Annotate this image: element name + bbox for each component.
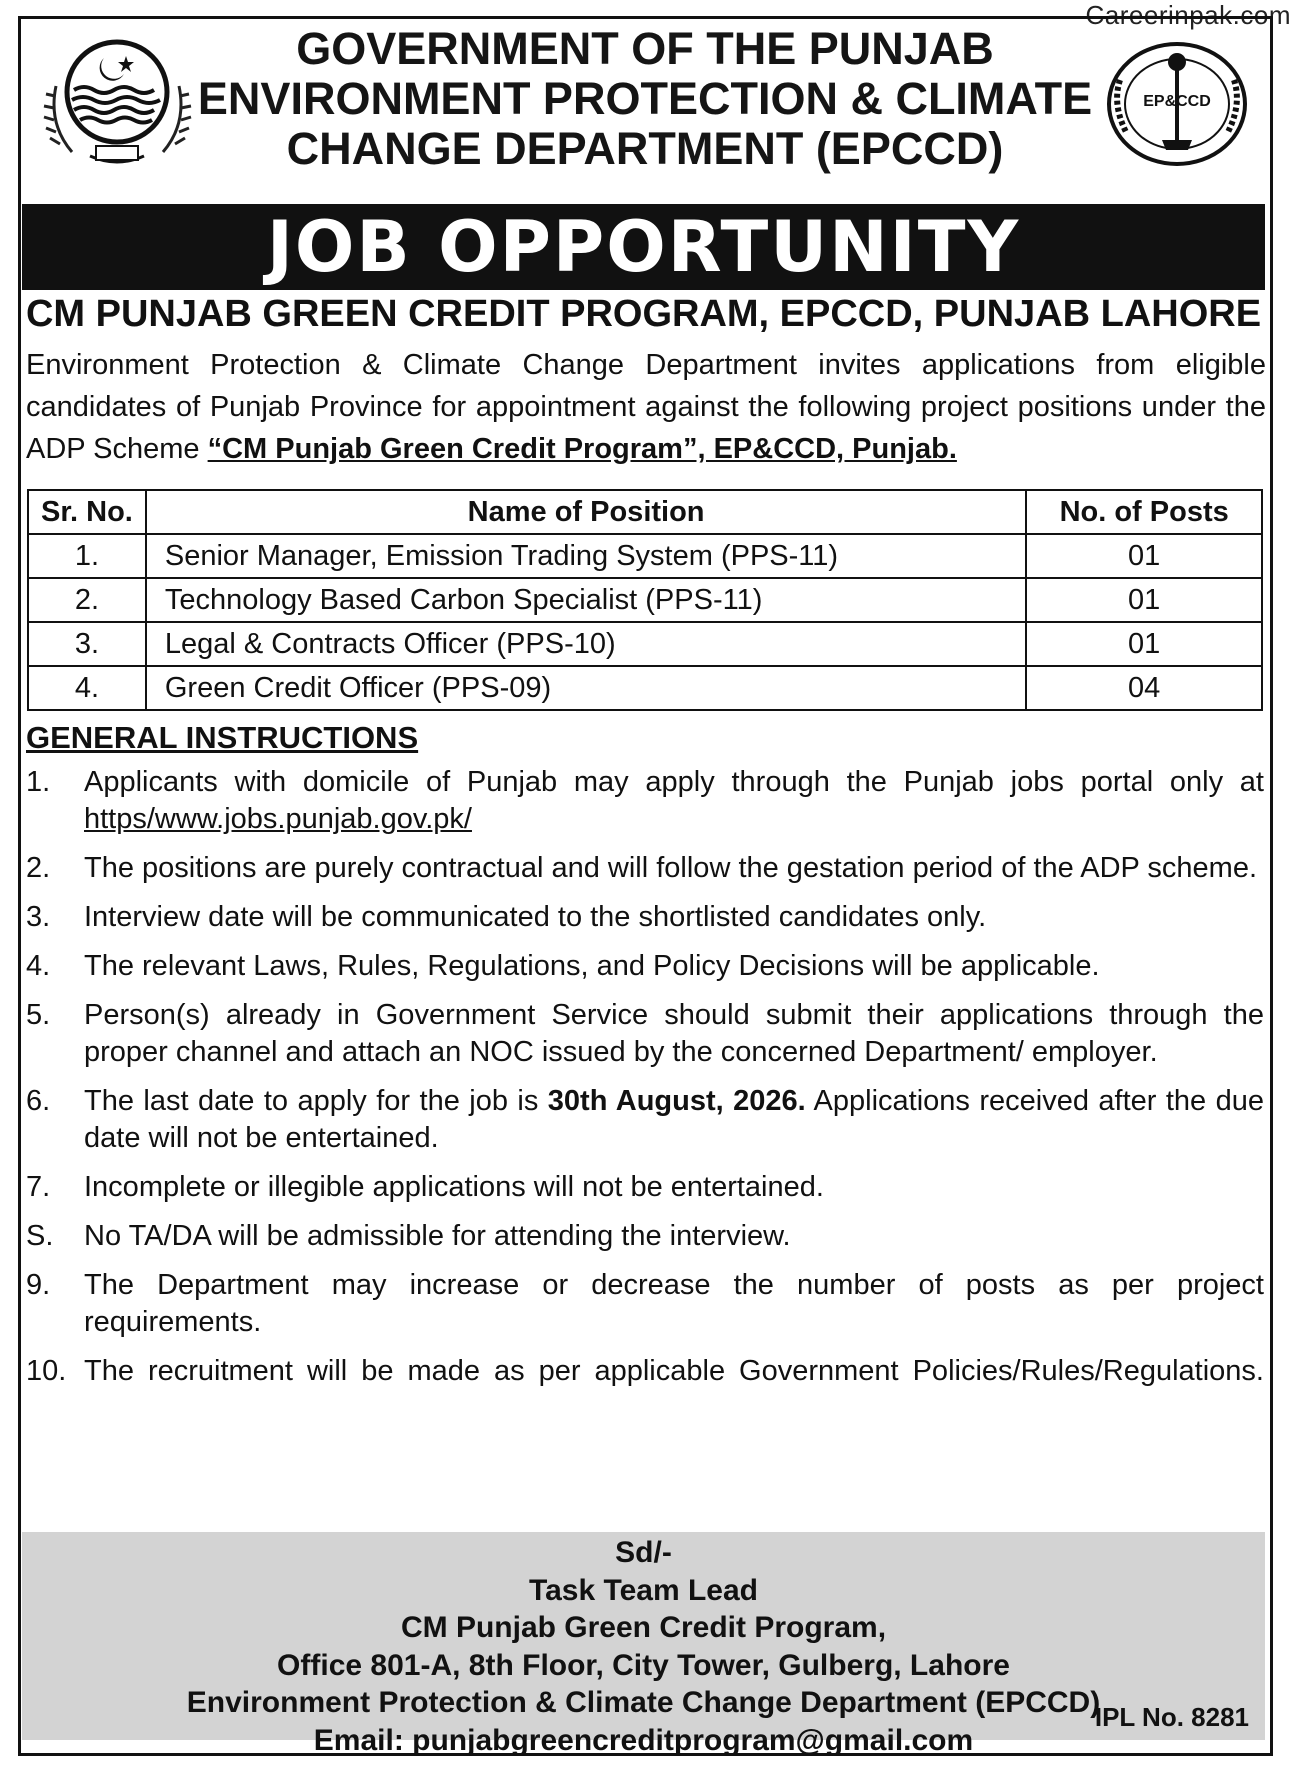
item-text: Applicants with domicile of Punjab may apply through the Punjab jobs portal only at	[84, 766, 1264, 798]
signature-sd: Sd/-	[615, 1536, 672, 1569]
table-row	[28, 622, 1262, 666]
general-instructions-title: GENERAL INSTRUCTIONS	[26, 720, 419, 755]
item-text: The Department may increase or decrease the number of posts as per project requirements.	[84, 1269, 1264, 1338]
list-item	[26, 1169, 1264, 1206]
intro-text: Environment Protection & Climate Change Department invites applications from eligible candidates of Punjab Province for appointment against the following project positions under the ADP Scheme	[26, 349, 1266, 465]
last-date: 30th August, 2026.	[547, 1085, 806, 1117]
intro-paragraph	[26, 344, 1266, 470]
header-line-3: CHANGE DEPARTMENT (EPCCD)	[286, 123, 1004, 174]
table-row	[28, 666, 1262, 710]
item-number: 2.	[26, 852, 51, 884]
cell-position: Technology Based Carbon Specialist (PPS-11)	[146, 578, 1026, 622]
item-number: 7.	[26, 1171, 51, 1203]
cell-position: Green Credit Officer (PPS-09)	[146, 666, 1026, 710]
item-number: S.	[26, 1220, 54, 1252]
header-position: Name of Position	[146, 490, 1026, 534]
item-text: The relevant Laws, Rules, Regulations, and Policy Decisions will be applicable.	[84, 950, 1100, 982]
list-item	[26, 764, 1264, 838]
cell-sr-no: 1.	[28, 534, 146, 578]
punjab-government-seal-icon	[40, 34, 195, 174]
item-number: 9.	[26, 1269, 51, 1301]
item-text: The recruitment will be made as per applicable Government Policies/Rules/Regulations.	[84, 1355, 1264, 1387]
list-item	[26, 1353, 1264, 1390]
item-number: 4.	[26, 950, 51, 982]
list-item	[26, 997, 1264, 1071]
item-number: 6.	[26, 1085, 51, 1117]
epccd-seal-icon	[1102, 40, 1252, 168]
footer-email[interactable]: Email: punjabgreencreditprogram@gmail.com	[313, 1723, 974, 1757]
scheme-name: “CM Punjab Green Credit Program”, EP&CCD, Punjab.	[207, 433, 957, 465]
cell-sr-no: 3.	[28, 622, 146, 666]
header	[0, 0, 1291, 200]
footer-address: Office 801-A, 8th Floor, City Tower, Gulberg, Lahore	[277, 1648, 1010, 1682]
cell-posts: 01	[1026, 534, 1262, 578]
item-number: 3.	[26, 901, 51, 933]
cell-posts: 04	[1026, 666, 1262, 710]
footer-signature-block	[22, 1532, 1265, 1757]
item-text: The positions are purely contractual and will follow the gestation period of the ADP scheme.	[84, 852, 1258, 884]
header-line-2: ENVIRONMENT PROTECTION & CLIMATE	[197, 73, 1093, 124]
watermark: Careerinpak.com	[1085, 0, 1291, 30]
list-item	[26, 1218, 1264, 1255]
ipl-number: IPL No. 8281	[1094, 1702, 1249, 1732]
table-row	[28, 578, 1262, 622]
cell-position: Senior Manager, Emission Trading System (PPS-11)	[146, 534, 1026, 578]
job-opportunity-banner: JOB OPPORTUNITY	[22, 204, 1265, 290]
list-item	[26, 899, 1264, 936]
item-text: Interview date will be communicated to the shortlisted candidates only.	[84, 901, 987, 933]
item-text: The last date to apply for the job is	[84, 1085, 548, 1117]
cell-sr-no: 4.	[28, 666, 146, 710]
item-number: 5.	[26, 999, 51, 1031]
item-text-after: Applications received after the due date will not be entertained.	[84, 1085, 1264, 1154]
item-text: Person(s) already in Government Service should submit their applications through the proper channel and attach an NOC issued by the concerned Department/ employer.	[84, 999, 1264, 1068]
header-line-1: GOVERNMENT OF THE PUNJAB	[296, 23, 994, 74]
table-header-row	[28, 490, 1262, 534]
footer-program: CM Punjab Green Credit Program,	[400, 1611, 887, 1645]
list-item	[26, 850, 1264, 887]
list-item	[26, 1083, 1264, 1157]
item-number: 1.	[26, 766, 51, 798]
list-item	[26, 1267, 1264, 1341]
item-number: 10.	[26, 1355, 67, 1387]
instructions-list	[26, 764, 1264, 1402]
table-row	[28, 534, 1262, 578]
cell-sr-no: 2.	[28, 578, 146, 622]
item-text: No TA/DA will be admissible for attending the interview.	[84, 1220, 791, 1252]
header-posts: No. of Posts	[1026, 490, 1262, 534]
positions-table	[27, 489, 1263, 711]
header-sr-no: Sr. No.	[28, 490, 146, 534]
cell-posts: 01	[1026, 578, 1262, 622]
signatory-designation: Task Team Lead	[529, 1573, 758, 1607]
cell-position: Legal & Contracts Officer (PPS-10)	[146, 622, 1026, 666]
footer-department: Environment Protection & Climate Change Department (EPCCD)	[186, 1686, 1101, 1720]
epccd-logo-text: EP&CCD	[1143, 93, 1211, 110]
item-text: Incomplete or illegible applications will not be entertained.	[84, 1171, 824, 1203]
program-title: CM PUNJAB GREEN CREDIT PROGRAM, EPCCD, PUNJAB LAHORE	[25, 293, 1262, 335]
cell-posts: 01	[1026, 622, 1262, 666]
jobs-portal-link[interactable]: https/www.jobs.punjab.gov.pk/	[84, 803, 472, 835]
list-item	[26, 948, 1264, 985]
